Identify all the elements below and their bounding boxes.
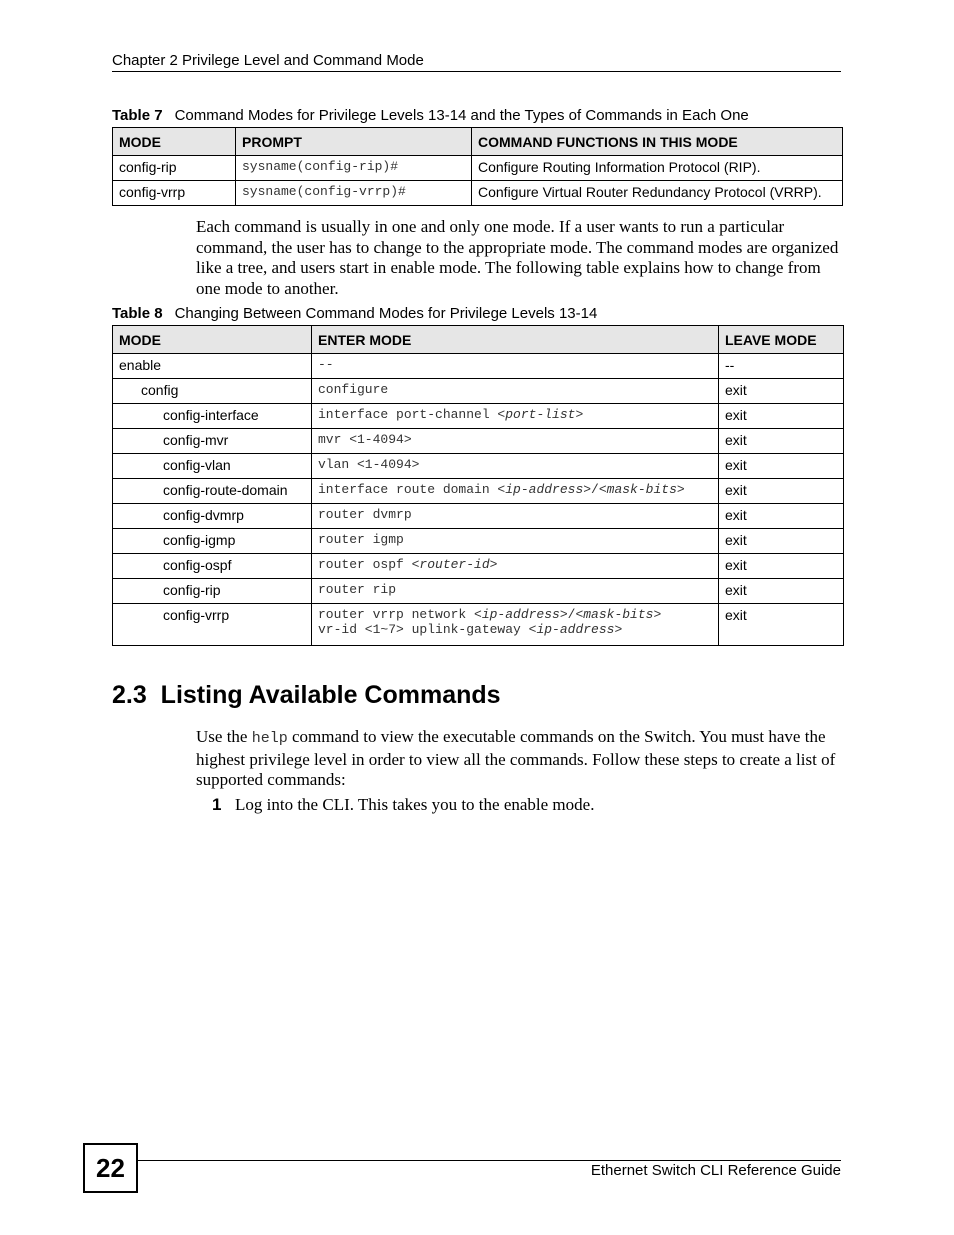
- command-text: >: [653, 607, 662, 622]
- enter-mode-cell: [312, 354, 719, 379]
- mode-cell: config-rip: [113, 156, 236, 181]
- command-text: mvr <1-4094>: [318, 432, 412, 447]
- help-text-before: Use the: [196, 727, 252, 746]
- mode-cell: config-route-domain: [113, 479, 312, 504]
- table7: [112, 127, 843, 206]
- table7-header-prompt: PROMPT: [236, 128, 472, 156]
- command-text: >: [489, 557, 498, 572]
- table8-caption: [112, 305, 597, 322]
- table8-header-enter: ENTER MODE: [312, 326, 719, 354]
- leave-mode-cell: exit: [719, 479, 844, 504]
- table7-label: Table 7: [112, 107, 163, 124]
- enter-mode-cell: [312, 529, 719, 554]
- enter-mode-cell: [312, 504, 719, 529]
- header-rule: [112, 71, 841, 72]
- placeholder-param: router-id: [419, 557, 490, 572]
- leave-mode-cell: --: [719, 354, 844, 379]
- leave-mode-cell: exit: [719, 454, 844, 479]
- command-text: router vrrp network <: [318, 607, 482, 622]
- table-row: [113, 354, 844, 379]
- enter-mode-cell: [312, 404, 719, 429]
- intro-paragraph: Each command is usually in one and only one mode. If a user wants to run a particular command, the user has to change to the appropriate mode. The command modes are organized like a tree, and users start in enable mode. The following table explains how to change from one mode to another.: [196, 217, 839, 298]
- command-text: router ospf <: [318, 557, 420, 572]
- placeholder-param: ip-address: [505, 482, 584, 497]
- mode-cell: config-vrrp: [113, 604, 312, 646]
- table8: [112, 325, 844, 646]
- mode-cell: config-mvr: [113, 429, 312, 454]
- table-row: [113, 156, 843, 181]
- table7-caption-text: Command Modes for Privilege Levels 13-14 and the Types of Commands in Each One: [174, 107, 749, 124]
- command-text: >: [575, 407, 584, 422]
- section-number: 2.3: [112, 681, 147, 709]
- prompt-cell: sysname(config-rip)#: [236, 156, 472, 181]
- table7-header-row: [113, 128, 843, 156]
- prompt-cell: sysname(config-vrrp)#: [236, 181, 472, 206]
- table7-header-mode: MODE: [113, 128, 236, 156]
- leave-mode-cell: exit: [719, 379, 844, 404]
- table8-caption-text: Changing Between Command Modes for Privilege Levels 13-14: [174, 305, 598, 322]
- enter-mode-cell: [312, 454, 719, 479]
- enter-mode-cell: [312, 554, 719, 579]
- enter-mode-cell: [312, 604, 719, 646]
- table-row: [113, 504, 844, 529]
- placeholder-param: mask-bits: [583, 607, 654, 622]
- footer-rule: [138, 1160, 841, 1161]
- section-heading: [112, 681, 501, 710]
- step-number: 1: [212, 795, 222, 814]
- function-cell: Configure Virtual Router Redundancy Protocol (VRRP).: [472, 181, 843, 206]
- mode-cell: config-rip: [113, 579, 312, 604]
- command-text: interface route domain <: [318, 482, 506, 497]
- help-code: help: [251, 730, 288, 747]
- table-row: [113, 554, 844, 579]
- placeholder-param: ip-address: [481, 607, 560, 622]
- mode-cell: config-ospf: [113, 554, 312, 579]
- command-text: >: [676, 482, 685, 497]
- help-paragraph: [196, 727, 842, 791]
- leave-mode-cell: exit: [719, 504, 844, 529]
- mode-cell: config-vlan: [113, 454, 312, 479]
- command-text: >: [614, 622, 623, 637]
- command-text: vr-id <1~7> uplink-gateway <: [318, 622, 537, 637]
- command-text: >/<: [559, 607, 584, 622]
- help-text-after: command to view the executable commands on the Switch. You must have the highest privilege level in order to view all the commands. Follow these steps to create a list of supported commands:: [196, 727, 836, 789]
- leave-mode-cell: exit: [719, 404, 844, 429]
- enter-mode-cell: [312, 429, 719, 454]
- table8-header-leave: LEAVE MODE: [719, 326, 844, 354]
- command-text: interface port-channel <: [318, 407, 506, 422]
- table-row: [113, 529, 844, 554]
- leave-mode-cell: exit: [719, 604, 844, 646]
- mode-cell: config-vrrp: [113, 181, 236, 206]
- table-row: [113, 429, 844, 454]
- command-text: router igmp: [318, 532, 404, 547]
- leave-mode-cell: exit: [719, 529, 844, 554]
- table-row: [113, 379, 844, 404]
- table7-header-function: COMMAND FUNCTIONS IN THIS MODE: [472, 128, 843, 156]
- table-row: [113, 479, 844, 504]
- command-text: --: [318, 357, 334, 372]
- mode-cell: config: [113, 379, 312, 404]
- page-number: 22: [83, 1143, 138, 1193]
- table-row: [113, 579, 844, 604]
- leave-mode-cell: exit: [719, 429, 844, 454]
- leave-mode-cell: exit: [719, 554, 844, 579]
- table-row: [113, 404, 844, 429]
- enter-mode-cell: [312, 379, 719, 404]
- command-text: router dvmrp: [318, 507, 412, 522]
- guide-title: Ethernet Switch CLI Reference Guide: [590, 1162, 841, 1179]
- placeholder-param: mask-bits: [606, 482, 677, 497]
- mode-cell: config-igmp: [113, 529, 312, 554]
- table8-header-mode: MODE: [113, 326, 312, 354]
- enter-mode-cell: [312, 479, 719, 504]
- section-title: Listing Available Commands: [160, 681, 501, 709]
- command-text: configure: [318, 382, 389, 397]
- chapter-header: Chapter 2 Privilege Level and Command Mode: [112, 52, 424, 69]
- enter-mode-cell: [312, 579, 719, 604]
- command-text: >/<: [583, 482, 607, 497]
- table8-header-row: [113, 326, 844, 354]
- mode-cell: config-interface: [113, 404, 312, 429]
- leave-mode-cell: exit: [719, 579, 844, 604]
- table-row: [113, 181, 843, 206]
- mode-cell: enable: [113, 354, 312, 379]
- table-row: [113, 454, 844, 479]
- table-row: [113, 604, 844, 646]
- mode-cell: config-dvmrp: [113, 504, 312, 529]
- step-text: Log into the CLI. This takes you to the enable mode.: [235, 795, 595, 814]
- command-text: vlan <1-4094>: [318, 457, 420, 472]
- function-cell: Configure Routing Information Protocol (RIP).: [472, 156, 843, 181]
- placeholder-param: ip-address: [536, 622, 615, 637]
- placeholder-param: port-list: [505, 407, 576, 422]
- table7-caption: [112, 107, 749, 124]
- step-1: [212, 795, 594, 815]
- command-text: router rip: [318, 582, 397, 597]
- table8-label: Table 8: [112, 305, 163, 322]
